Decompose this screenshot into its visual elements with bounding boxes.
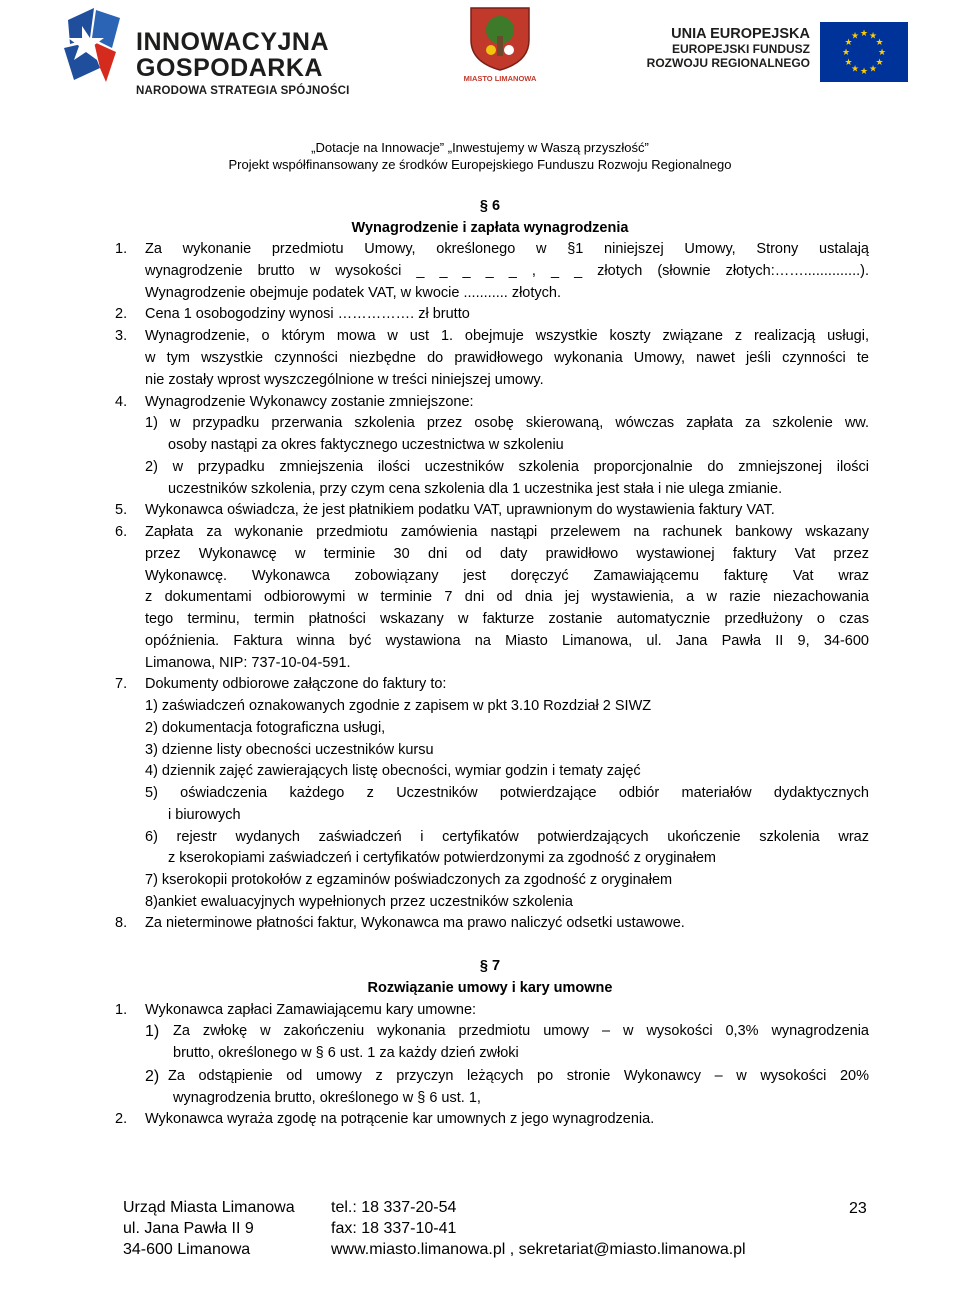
s6-p6-number: 6. <box>115 524 128 540</box>
svg-text:★: ★ <box>841 48 851 58</box>
footer-tel: tel.: 18 337-20-54 <box>331 1199 457 1216</box>
s6-p7-line: Dokumenty odbiorowe załączone do faktury to: <box>145 676 447 692</box>
section-7-number: § 7 <box>479 958 501 974</box>
s7-p1-item-1: Za zwłokę w zakończeniu wykonania przedmiotu umowy – w wysokości 0,3% wynagrodzenia <box>173 1023 869 1039</box>
s6-p1-line: Za wykonanie przedmiotu Umowy, określonego w §1 niniejszej Umowy, Strony ustalają <box>145 241 869 257</box>
s7-p1-item-1-number: 1) <box>145 1023 160 1040</box>
s6-p1-number: 1. <box>115 241 128 257</box>
s6-p1-line: Wynagrodzenie obejmuje podatek VAT, w kwocie ........... złotych. <box>145 285 561 301</box>
svg-text:★: ★ <box>877 48 887 58</box>
motto-line-1: „Dotacje na Innowacje” „Inwestujemy w Waszą przyszłość” <box>311 140 649 155</box>
s6-p6-line: Wykonawcę. Wykonawca zobowiązany jest doręczyć Zamawiającemu fakturę Vat wraz <box>145 568 869 584</box>
s7-p1-item-2-number: 2) <box>145 1068 160 1085</box>
limanowa-coat-of-arms-logo <box>455 6 545 86</box>
s7-p2-line: Wykonawca wyraża zgodę na potrącenie kar umownych z jego wynagrodzenia. <box>145 1111 655 1127</box>
s7-p1-item-2: Za odstąpienie od umowy z przyczyn leżących po stronie Wykonawcy – w wysokości 20% <box>168 1068 869 1084</box>
s7-p1-item-1-cont: brutto, określonego w § 6 ust. 1 za każdy dzień zwłoki <box>173 1045 519 1061</box>
s6-p7-item-cont: z kserokopiami zaświadczeń i certyfikatów potwierdzonymi za zgodność z oryginałem <box>168 850 717 866</box>
s6-p8-number: 8. <box>115 915 128 931</box>
eu-logo <box>648 22 908 82</box>
s6-p4-item-2: 2) w przypadku zmniejszenia ilości uczestników szkolenia proporcjonalnie do zmniejszonej ilości <box>145 459 869 475</box>
svg-text:★: ★ <box>875 58 884 68</box>
s6-p2-line: Cena 1 osobogodziny wynosi ……………. zł brutto <box>145 306 470 322</box>
s6-p4-item-1-cont: osoby nastąpi za okres faktycznego uczestnictwa w szkoleniu <box>168 437 564 453</box>
ig-logo-line1: INNOWACYJNA <box>136 28 330 56</box>
section-6-title: Wynagrodzenie i zapłata wynagrodzenia <box>351 220 629 236</box>
svg-text:★: ★ <box>868 64 878 75</box>
ig-flag-icon <box>60 8 132 88</box>
s7-p2-number: 2. <box>115 1111 128 1127</box>
svg-text:★: ★ <box>875 38 884 48</box>
svg-text:★: ★ <box>859 29 869 39</box>
svg-text:★: ★ <box>844 58 853 68</box>
page-number: 23 <box>849 1200 867 1217</box>
innowacyjna-gospodarka-logo <box>60 8 350 97</box>
s6-p3-line: w tym wszystkie czynności niezbędne do prawidłowego wykonania Umowy, nawet jeśli czynności te <box>145 350 869 366</box>
s7-p1-item-2-cont: wynagrodzenia brutto, określonego w § 6 ust. 1, <box>173 1090 481 1106</box>
s6-p7-number: 7. <box>115 676 128 692</box>
eu-logo-line2: EUROPEJSKI FUNDUSZ <box>671 42 810 56</box>
s6-p7-item: 3) dzienne listy obecności uczestników kursu <box>145 742 434 758</box>
s6-p7-item: 6) rejestr wydanych zaświadczeń i certyfikatów potwierdzających ukończenie szkolenia wraz <box>145 829 869 845</box>
svg-text:★: ★ <box>868 31 878 42</box>
ig-logo-line2: GOSPODARKA <box>136 54 323 82</box>
section-6-number: § 6 <box>479 198 501 214</box>
s7-p1-line: Wykonawca zapłaci Zamawiającemu kary umowne: <box>145 1002 477 1018</box>
footer-fax: fax: 18 337-10-41 <box>331 1220 457 1237</box>
eu-logo-line1: UNIA EUROPEJSKA <box>671 26 810 42</box>
motto-line-2: Projekt współfinansowany ze środków Europejskiego Funduszu Rozwoju Regionalnego <box>228 157 732 172</box>
s6-p7-item: 4) dziennik zajęć zawierających listę obecności, wymiar godzin i tematy zajęć <box>145 763 641 779</box>
s6-p4-item-1: 1) w przypadku przerwania szkolenia przez osobę skierowaną, wówczas zapłata za szkolenie ww. <box>145 415 869 431</box>
s6-p6-line: z dokumentami odbiorowymi w terminie 7 dni od dnia jej wystawienia, a w razie niezachowania <box>145 589 869 605</box>
s6-p7-item: 8)ankiet ewaluacyjnych wypełnionych przez uczestników szkolenia <box>145 894 573 910</box>
section-7-title: Rozwiązanie umowy i kary umowne <box>367 980 613 996</box>
s6-p7-item: 2) dokumentacja fotograficzna usługi, <box>145 720 386 736</box>
s6-p3-line: nie zostały wprost wyszczególnione w treści niniejszej umowy. <box>145 372 544 388</box>
s6-p3-number: 3. <box>115 328 128 344</box>
city-logo-caption: MIASTO LIMANOWA <box>463 74 537 83</box>
footer-office: Urząd Miasta Limanowa <box>123 1199 295 1216</box>
s6-p7-item: 5) oświadczenia każdego z Uczestników potwierdzające odbiór materiałów dydaktycznych <box>145 785 869 801</box>
s6-p3-line: Wynagrodzenie, o którym mowa w ust 1. obejmuje wszystkie koszty związane z realizacją usługi, <box>145 328 869 344</box>
svg-text:★: ★ <box>844 38 853 48</box>
ig-logo-line3: NARODOWA STRATEGIA SPÓJNOŚCI <box>136 85 350 97</box>
svg-text:★: ★ <box>850 31 860 42</box>
s6-p4-number: 4. <box>115 394 128 410</box>
s6-p1-line: wynagrodzenie brutto w wysokości _ _ _ _ _ , _ _ złotych (słownie złotych:……..............). <box>145 263 869 279</box>
footer-city: 34-600 Limanowa <box>123 1241 251 1258</box>
s6-p6-line: tego terminu, termin płatności wskazany w fakturze zostanie automatycznie przedłużony o czas <box>145 611 869 627</box>
s6-p7-item: 1) zaświadczeń oznakowanych zgodnie z zapisem w pkt 3.10 Rozdział 2 SIWZ <box>145 698 652 714</box>
eu-flag-icon <box>820 22 908 82</box>
s6-p5-line: Wykonawca oświadcza, że jest płatnikiem podatku VAT, uprawnionym do wystawienia faktury VAT. <box>145 502 775 518</box>
coat-of-arms-icon <box>465 6 535 72</box>
s6-p5-number: 5. <box>115 502 128 518</box>
s6-p6-line: opóźnienia. Faktura winna być wystawiona na Miasto Limanowa, ul. Jana Pawła II 9, 34-600 <box>145 633 869 649</box>
eu-logo-line3: ROZWOJU REGIONALNEGO <box>646 56 810 70</box>
footer-street: ul. Jana Pawła II 9 <box>123 1220 254 1237</box>
s6-p4-item-2-cont: uczestników szkolenia, przy czym cena szkolenia dla 1 uczestnika jest stała i nie ulega zmianie. <box>168 481 783 497</box>
svg-text:★: ★ <box>850 64 860 75</box>
footer-web: www.miasto.limanowa.pl , sekretariat@miasto.limanowa.pl <box>331 1241 746 1258</box>
s6-p4-line: Wynagrodzenie Wykonawcy zostanie zmniejszone: <box>145 394 474 410</box>
s7-p1-number: 1. <box>115 1002 128 1018</box>
s6-p6-line: przez Wykonawcę w terminie 30 dni od daty prawidłowo wystawionej faktury Vat przez <box>145 546 869 562</box>
s6-p7-item-cont: i biurowych <box>168 807 241 823</box>
s6-p6-line: Zapłata za wykonanie przedmiotu zamówienia nastąpi przelewem na rachunek bankowy wskazany <box>145 524 869 540</box>
s6-p6-line: Limanowa, NIP: 737-10-04-591. <box>145 655 351 671</box>
svg-text:★: ★ <box>859 67 869 77</box>
s6-p2-number: 2. <box>115 306 128 322</box>
s6-p8-line: Za nieterminowe płatności faktur, Wykonawca ma prawo naliczyć odsetki ustawowe. <box>145 915 685 931</box>
s6-p7-item: 7) kserokopii protokołów z egzaminów poświadczonych za zgodność z oryginałem <box>145 872 673 888</box>
